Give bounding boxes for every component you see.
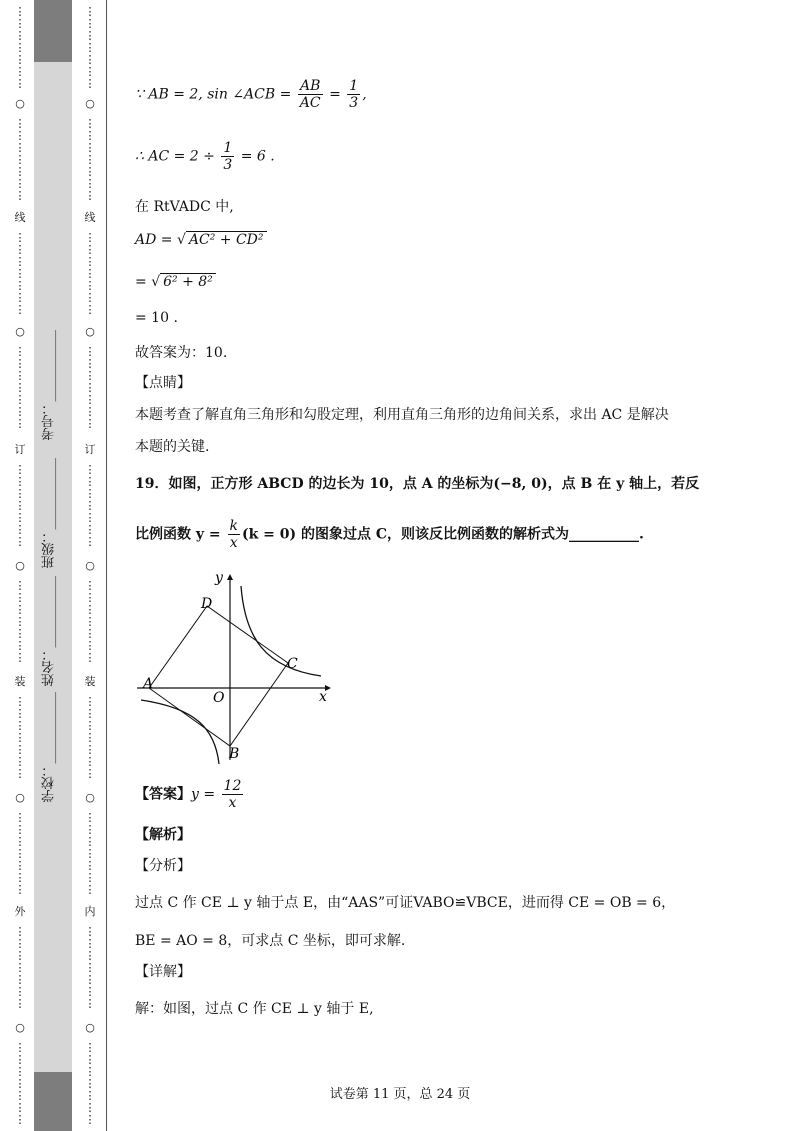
text: y = bbox=[191, 786, 220, 803]
outer-mark-wai: 外 bbox=[14, 905, 26, 918]
analysis-text-2: BE = AO = 8，可求点 C 坐标，即可求解. bbox=[135, 933, 406, 949]
hyperbola-branch-q3 bbox=[141, 700, 219, 764]
fraction bbox=[222, 778, 244, 811]
denominator: 3 bbox=[223, 157, 233, 173]
text: (k = 0) 的图象过点 C，则该反比例函数的解析式为__________. bbox=[241, 526, 644, 543]
solution-line-1 bbox=[135, 78, 367, 111]
text: ∵ AB = 2, sin ∠ACB = bbox=[135, 86, 296, 103]
text: = 6 . bbox=[236, 148, 275, 165]
outer-mark-circle: ○ bbox=[15, 559, 25, 572]
text: 比例函数 y = bbox=[135, 526, 226, 543]
outer-mark-circle: ○ bbox=[15, 97, 25, 110]
square-abcd bbox=[149, 606, 288, 746]
fraction bbox=[221, 140, 234, 173]
denominator: AC bbox=[299, 95, 321, 111]
solution-line-4: AD = √ AC² + CD² bbox=[135, 232, 267, 248]
outer-mark-ding: 订 bbox=[14, 443, 26, 456]
denominator: 3 bbox=[349, 95, 359, 111]
inner-binding-column bbox=[80, 0, 100, 1131]
denominator: x bbox=[229, 535, 238, 551]
text: = bbox=[324, 86, 346, 103]
text: ∴ AC = 2 ÷ bbox=[135, 148, 220, 165]
dotted-line: ⋮ ⋮ ⋮ ⋮ ⋮ ⋮ ⋮ bbox=[84, 345, 96, 430]
inner-mark-line: 线 bbox=[84, 211, 96, 224]
label-b: B bbox=[229, 746, 240, 762]
y-axis-arrow bbox=[227, 574, 233, 580]
solution-line-2 bbox=[135, 140, 275, 173]
solution-line-5: = √ 6² + 8² bbox=[135, 274, 216, 290]
dotted-line: ⋮ ⋮ ⋮ ⋮ ⋮ ⋮ ⋮ bbox=[84, 579, 96, 664]
school-field[interactable]: 学校：___________ bbox=[42, 692, 57, 803]
dotted-line: ⋮ ⋮ ⋮ ⋮ ⋮ ⋮ ⋮ bbox=[84, 231, 96, 316]
dotted-line: ⋮ ⋮ ⋮ ⋮ ⋮ ⋮ ⋮ bbox=[14, 925, 26, 1010]
dotted-line: ⋮ ⋮ ⋮ ⋮ ⋮ ⋮ ⋮ bbox=[84, 1041, 96, 1126]
numerator: AB bbox=[298, 78, 323, 95]
denominator: x bbox=[228, 795, 237, 811]
label-a: A bbox=[143, 676, 154, 692]
fraction bbox=[298, 78, 323, 111]
outer-binding-column bbox=[10, 0, 30, 1131]
answer-line bbox=[135, 778, 245, 811]
dotted-line: ⋮ ⋮ ⋮ ⋮ ⋮ ⋮ ⋮ bbox=[14, 811, 26, 896]
name-field[interactable]: 姓名：___________ bbox=[42, 576, 57, 687]
question-19-line-1: 19．如图，正方形 ABCD 的边长为 10，点 A 的坐标为(−8, 0)，点 B 在 y 轴上，若反 bbox=[135, 476, 700, 492]
label-y: y bbox=[215, 570, 223, 586]
sqrt-radicand: AC² + CD² bbox=[186, 231, 267, 248]
solution-line-6: = 10 . bbox=[135, 310, 178, 326]
fraction bbox=[228, 518, 240, 551]
dotted-line: ⋮ ⋮ ⋮ ⋮ ⋮ ⋮ ⋮ bbox=[14, 117, 26, 202]
outer-mark-circle: ○ bbox=[15, 1021, 25, 1034]
detail-text-1: 解：如图，过点 C 作 CE ⊥ y 轴于 E, bbox=[135, 1001, 374, 1017]
label-c: C bbox=[287, 656, 298, 672]
dotted-line: ⋮ ⋮ ⋮ ⋮ ⋮ ⋮ ⋮ bbox=[14, 1041, 26, 1126]
solution-line-3: 在 RtVADC 中, bbox=[135, 199, 234, 215]
text: AD = bbox=[135, 232, 177, 248]
dotted-line: ⋮ ⋮ ⋮ ⋮ ⋮ ⋮ ⋮ bbox=[14, 231, 26, 316]
section-xiangjie: 【详解】 bbox=[135, 964, 191, 980]
outer-mark-circle: ○ bbox=[15, 791, 25, 804]
label-o: O bbox=[213, 690, 225, 706]
inner-mark-circle: ○ bbox=[85, 1021, 95, 1034]
sqrt-radicand: 6² + 8² bbox=[160, 273, 216, 290]
dotted-line: ⋮ ⋮ ⋮ ⋮ ⋮ ⋮ ⋮ bbox=[84, 5, 96, 90]
question-19-figure bbox=[135, 568, 345, 766]
analysis-text-1: 过点 C 作 CE ⊥ y 轴于点 E，由“AAS”可证VABO≌VBCE，进而得 CE = OB = 6， bbox=[135, 895, 676, 911]
margin-divider bbox=[106, 0, 107, 1131]
text: = bbox=[135, 274, 152, 290]
outer-mark-line: 线 bbox=[14, 211, 26, 224]
inner-mark-ding: 订 bbox=[84, 443, 96, 456]
hyperbola-branch-q1 bbox=[241, 586, 321, 676]
solution-line-7: 故答案为：10. bbox=[135, 345, 228, 361]
inner-mark-circle: ○ bbox=[85, 325, 95, 338]
dotted-line: ⋮ ⋮ ⋮ ⋮ ⋮ ⋮ ⋮ bbox=[84, 811, 96, 896]
numerator: k bbox=[229, 518, 238, 534]
dotted-line: ⋮ ⋮ ⋮ ⋮ ⋮ ⋮ ⋮ bbox=[84, 117, 96, 202]
class-field[interactable]: 班级：___________ bbox=[42, 458, 57, 569]
inner-mark-circle: ○ bbox=[85, 559, 95, 572]
label-d: D bbox=[201, 596, 213, 612]
page-footer: 试卷第 11 页，总 24 页 bbox=[329, 1087, 471, 1102]
numerator: 12 bbox=[223, 778, 242, 794]
text: , bbox=[362, 86, 367, 103]
inner-mark-circle: ○ bbox=[85, 97, 95, 110]
inner-mark-circle: ○ bbox=[85, 791, 95, 804]
strip-dark-top bbox=[34, 0, 72, 62]
dotted-line: ⋮ ⋮ ⋮ ⋮ ⋮ ⋮ ⋮ bbox=[84, 925, 96, 1010]
numerator: 1 bbox=[349, 78, 359, 94]
question-19-line-2 bbox=[135, 518, 644, 551]
dotted-line: ⋮ ⋮ ⋮ ⋮ ⋮ ⋮ ⋮ bbox=[84, 695, 96, 780]
dotted-line: ⋮ ⋮ ⋮ ⋮ ⋮ ⋮ ⋮ bbox=[14, 345, 26, 430]
dotted-line: ⋮ ⋮ ⋮ ⋮ ⋮ ⋮ ⋮ bbox=[84, 463, 96, 548]
exam-number-field[interactable]: 考号：___________ bbox=[42, 330, 57, 441]
dianjing-text-2: 本题的关键. bbox=[135, 439, 210, 455]
dotted-line: ⋮ ⋮ ⋮ ⋮ ⋮ ⋮ ⋮ bbox=[14, 579, 26, 664]
answer-label: 【答案】 bbox=[135, 786, 191, 803]
section-dianjing: 【点睛】 bbox=[135, 375, 191, 391]
section-fenxi: 【分析】 bbox=[135, 858, 191, 874]
dotted-line: ⋮ ⋮ ⋮ ⋮ ⋮ ⋮ ⋮ bbox=[14, 695, 26, 780]
label-x: x bbox=[319, 689, 327, 705]
fraction bbox=[347, 78, 360, 111]
outer-mark-zhuang: 装 bbox=[14, 675, 26, 688]
inner-mark-nei: 内 bbox=[84, 905, 96, 918]
dotted-line: ⋮ ⋮ ⋮ ⋮ ⋮ ⋮ ⋮ bbox=[14, 463, 26, 548]
student-info-fields bbox=[36, 330, 70, 810]
outer-mark-circle: ○ bbox=[15, 325, 25, 338]
dotted-line: ⋮ ⋮ ⋮ ⋮ ⋮ ⋮ ⋮ bbox=[14, 5, 26, 90]
section-jiexi: 【解析】 bbox=[135, 827, 191, 843]
numerator: 1 bbox=[223, 140, 233, 156]
inner-mark-zhuang: 装 bbox=[84, 675, 96, 688]
dianjing-text-1: 本题考查了解直角三角形和勾股定理，利用直角三角形的边角间关系，求出 AC 是解决 bbox=[135, 407, 669, 423]
